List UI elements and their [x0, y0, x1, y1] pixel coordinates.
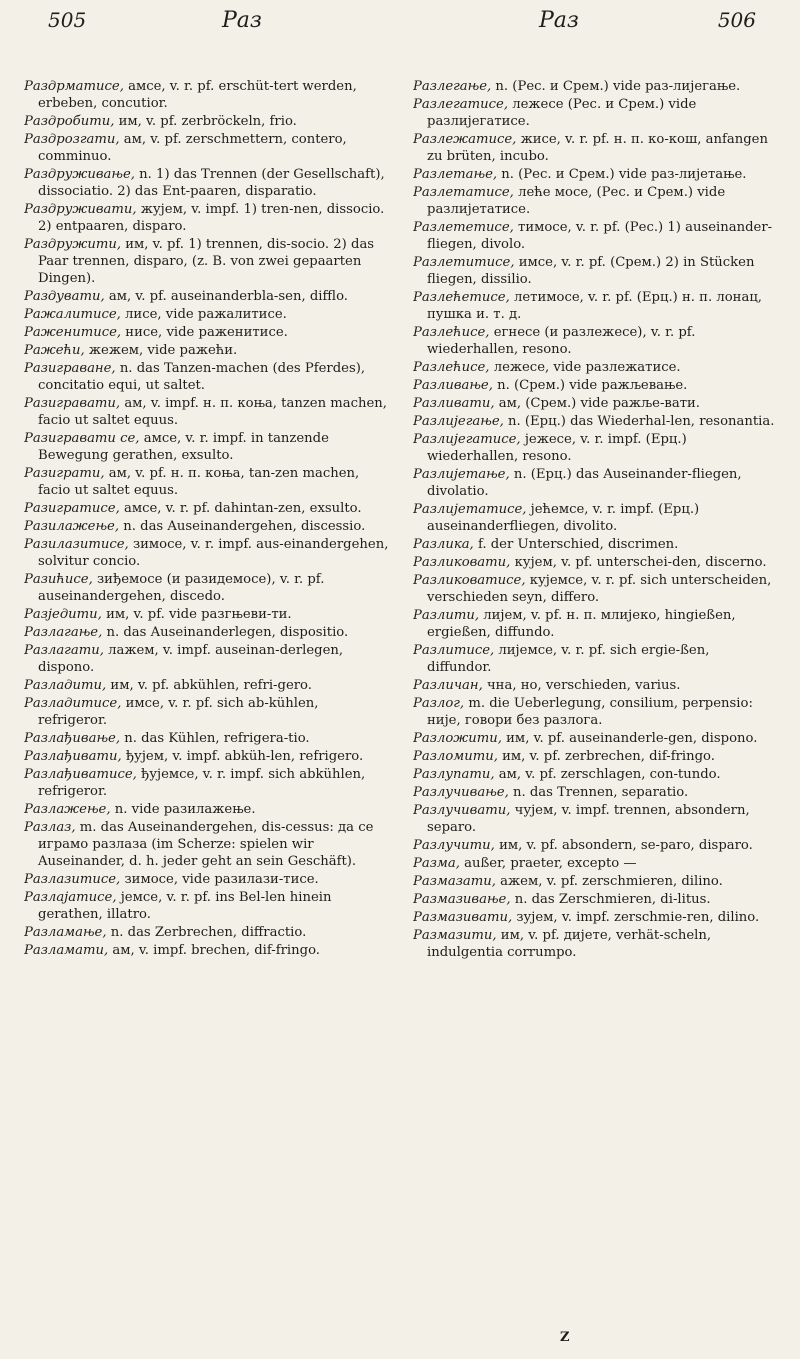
dictionary-entry [413, 730, 778, 747]
entry-headword: Раженитисе, [24, 325, 122, 340]
entry-headword: Раздружити, [24, 237, 122, 252]
dictionary-entry [24, 677, 389, 694]
entry-definition: им, v. pf. zerbröckeln, frio. [114, 114, 297, 129]
entry-definition: лежесе, vide разлежатисе. [489, 360, 681, 375]
entry-definition: им, v. pf. zerbrechen, dif-fringo. [497, 749, 715, 764]
dictionary-entry [24, 606, 389, 623]
entry-headword: Разлучити, [413, 838, 495, 853]
entry-definition: außer, praeter, excepto — [459, 856, 637, 871]
entry-definition: ам, v. impf. н. п. коња, tanzen machen, facio ut saltet equus. [38, 396, 387, 428]
entry-headword: Разједити, [24, 607, 102, 622]
dictionary-entry [24, 889, 389, 923]
dictionary-entry [413, 677, 778, 694]
dictionary-entry [413, 431, 778, 465]
entry-headword: Разлупати, [413, 767, 495, 782]
entry-definition: летимосе, v. r. pf. (Ерц.) н. п. лонац, пушка и. т. д. [427, 290, 762, 322]
dictionary-entry [413, 927, 778, 961]
entry-headword: Раздувати, [24, 289, 105, 304]
entry-definition: ам, v. pf. н. п. коња, tan-zen machen, facio ut saltet equus. [38, 466, 360, 498]
entry-definition: лијемсе, v. r. pf. sich ergie-ßen, diffundor. [427, 643, 710, 675]
entry-headword: Разливање, [413, 378, 493, 393]
entry-definition: кујем, v. pf. unterschei-den, discerno. [510, 555, 767, 570]
entry-definition: n. vide разилажење. [110, 802, 256, 817]
entry-definition: n. 1) das Trennen (der Gesellschaft), dissociatio. 2) das Ent-paaren, disparatio. [38, 167, 385, 199]
entry-definition: лијем, v. pf. н. п. млијеко, hingießen, ergießen, diffundo. [427, 608, 736, 640]
dictionary-entry [24, 871, 389, 888]
entry-definition: m. die Ueberlegung, consilium, perpensio: није, говори без разлога. [427, 696, 753, 728]
dictionary-entry [413, 554, 778, 571]
entry-definition: n. (Рес. и Срем.) vide раз-лијегање. [491, 79, 741, 94]
entry-headword: Разигравати се, [24, 431, 140, 446]
entry-headword: Разложити, [413, 731, 502, 746]
signature-mark: Z [560, 1330, 570, 1345]
columns [24, 78, 778, 1331]
entry-definition: ам, (Срем.) vide ражље-вати. [494, 396, 700, 411]
dictionary-entry [413, 78, 778, 95]
entry-definition: n. (Срем.) vide ражљевање. [492, 378, 688, 393]
dictionary-entry [413, 572, 778, 606]
dictionary-entry [413, 695, 778, 729]
entry-definition: ам, v. pf. zerschmettern, contero, comminuo. [38, 132, 347, 164]
entry-definition: n. das Zerbrechen, diffractio. [106, 925, 307, 940]
entry-headword: Разлог, [413, 696, 465, 711]
entry-headword: Разлађивање, [24, 731, 121, 746]
entry-headword: Раздрозгати, [24, 132, 120, 147]
entry-definition: егнесе (и разлежесе), v. r. pf. wiederhallen, resono. [427, 325, 696, 357]
entry-headword: Разма, [413, 856, 460, 871]
dictionary-entry [24, 430, 389, 464]
entry-headword: Разлагати, [24, 643, 104, 658]
entry-definition: јећемсе, v. r. impf. (Ерц.) auseinanderfliegen, divolito. [427, 502, 700, 534]
entry-headword: Разладитисе, [24, 696, 122, 711]
dictionary-entry [24, 288, 389, 305]
entry-definition: лежесе (Рес. и Срем.) vide разлијегатисе. [427, 97, 697, 129]
entry-headword: Разилазитисе, [24, 537, 129, 552]
entry-headword: Разлајатисе, [24, 890, 117, 905]
dictionary-entry [24, 624, 389, 641]
entry-headword: Разлазитисе, [24, 872, 121, 887]
entry-definition: леће мосе, (Рес. и Срем.) vide разлијетатисе. [427, 185, 726, 217]
entry-headword: Разлити, [413, 608, 480, 623]
entry-definition: n. das Tanzen-machen (des Pferdes), concitatio equi, ut saltet. [38, 361, 366, 393]
entry-headword: Разлаз, [24, 820, 76, 835]
dictionary-entry [24, 730, 389, 747]
dictionary-entry [413, 642, 778, 676]
entry-definition: ам, v. pf. auseinanderbla-sen, difflo. [104, 289, 348, 304]
entry-headword: Размазати, [413, 874, 496, 889]
entry-headword: Размазивати, [413, 910, 513, 925]
entry-headword: Разломити, [413, 749, 498, 764]
dictionary-entry [413, 184, 778, 218]
entry-headword: Разликовати, [413, 555, 511, 570]
entry-headword: Разладити, [24, 678, 107, 693]
entry-definition: n. (Ерц.) das Auseinander-fliegen, divolatio. [427, 467, 742, 499]
entry-headword: Разлегање, [413, 79, 492, 94]
entry-definition: чна, но, verschieden, varius. [482, 678, 681, 693]
dictionary-entry [24, 766, 389, 800]
running-head-right: Раз [539, 8, 579, 33]
entry-definition: m. das Auseinandergehen, dis-cessus: да се играмо разлаза (im Scherze: spielen wir Auseinander, d. h. jeder geht an sein Geschäft). [38, 820, 374, 869]
entry-definition: жисе, v. r. pf. н. п. ко-кош, anfangen zu brüten, incubo. [427, 132, 768, 164]
dictionary-entry [24, 201, 389, 235]
dictionary-entry [413, 501, 778, 535]
entry-headword: Разлећисе, [413, 360, 490, 375]
entry-definition: n. das Auseinanderlegen, dispositio. [102, 625, 349, 640]
dictionary-entry [24, 236, 389, 287]
entry-headword: Разлетитисе, [413, 255, 515, 270]
entry-definition: n. das Auseinandergehen, discessio. [119, 519, 366, 534]
page-header [24, 0, 778, 78]
entry-definition: n. das Zerschmieren, di-litus. [510, 892, 711, 907]
entry-headword: Разлећисе, [413, 325, 490, 340]
dictionary-entry [24, 465, 389, 499]
left-column [24, 78, 389, 1331]
entry-definition: им, v. pf. vide разгњеви-ти. [101, 607, 292, 622]
dictionary-entry [24, 360, 389, 394]
dictionary-entry [24, 78, 389, 112]
right-column [413, 78, 778, 1331]
entry-definition: им, v. pf. auseinanderle-gen, dispono. [501, 731, 758, 746]
dictionary-entry [413, 131, 778, 165]
entry-definition: тимосе, v. r. pf. (Рес.) 1) auseinander-fliegen, divolo. [427, 220, 773, 252]
entry-headword: Разликоватисе, [413, 573, 526, 588]
dictionary-entry [413, 166, 778, 183]
dictionary-entry [24, 342, 389, 359]
dictionary-entry [413, 607, 778, 641]
entry-headword: Разламати, [24, 943, 109, 958]
entry-definition: зимосе, vide разилази-тисе. [120, 872, 319, 887]
dictionary-entry [413, 254, 778, 288]
entry-headword: Размазивање, [413, 892, 511, 907]
entry-headword: Разлећетисе, [413, 290, 510, 305]
dictionary-entry [24, 166, 389, 200]
entry-definition: им, v. pf. дијете, verhät-scheln, indulgentia corrumpo. [427, 928, 712, 960]
entry-definition: амсе, v. r. pf. dahintan-zen, exsulto. [119, 501, 362, 516]
entry-definition: ђујемсе, v. r. impf. sich abkühlen, refrigeror. [38, 767, 366, 799]
dictionary-entry [413, 395, 778, 412]
entry-headword: Разићисе, [24, 572, 93, 587]
entry-definition: им, v. pf. abkühlen, refri-gero. [106, 678, 312, 693]
dictionary-entry [24, 518, 389, 535]
entry-definition: зиђемосе (и разидемосе), v. r. pf. auseinandergehen, discedo. [38, 572, 325, 604]
dictionary-entry [413, 802, 778, 836]
entry-definition: f. der Unterschied, discrimen. [473, 537, 679, 552]
entry-definition: лажем, v. impf. auseinan-derlegen, dispono. [38, 643, 344, 675]
dictionary-entry [24, 819, 389, 870]
entry-headword: Разлађивати, [24, 749, 122, 764]
dictionary-entry [413, 359, 778, 376]
entry-headword: Разлежатисе, [413, 132, 517, 147]
entry-headword: Ражалитисе, [24, 307, 121, 322]
entry-definition: ам, v. pf. zerschlagen, con-tundo. [494, 767, 721, 782]
dictionary-entry [413, 413, 778, 430]
dictionary-entry [413, 891, 778, 908]
dictionary-entry [24, 748, 389, 765]
dictionary-entry [413, 748, 778, 765]
entry-headword: Разлажење, [24, 802, 111, 817]
entry-definition: ђујем, v. impf. abküh-len, refrigero. [121, 749, 364, 764]
dictionary-entry [24, 801, 389, 818]
entry-headword: Разиграти, [24, 466, 105, 481]
entry-definition: зујем, v. impf. zerschmie-ren, dilino. [512, 910, 760, 925]
dictionary-entry [24, 500, 389, 517]
entry-headword: Раздруживање, [24, 167, 135, 182]
entry-definition: чујем, v. impf. trennen, absondern, separo. [427, 803, 750, 835]
entry-headword: Раздрматисе, [24, 79, 124, 94]
entry-definition: јемсе, v. r. pf. ins Bel-len hinein gerathen, illatro. [38, 890, 332, 922]
entry-headword: Различан, [413, 678, 483, 693]
dictionary-entry [24, 306, 389, 323]
page-number-left: 505 [48, 8, 87, 32]
entry-headword: Разлитисе, [413, 643, 495, 658]
entry-headword: Разливати, [413, 396, 495, 411]
entry-headword: Разлетање, [413, 167, 498, 182]
entry-definition: амсе, v. r. pf. erschüt-tert werden, erbeben, concutior. [38, 79, 357, 111]
entry-definition: жујем, v. impf. 1) tren-nen, dissocio. 2) entpaaren, disparo. [38, 202, 385, 234]
dictionary-entry [24, 695, 389, 729]
entry-definition: жежем, vide ражећи. [84, 343, 238, 358]
entry-definition: им, v. pf. 1) trennen, dis-socio. 2) das Paar trennen, disparo, (z. B. von zwei gepaarten Dingen). [38, 237, 375, 286]
entry-headword: Разлијегање, [413, 414, 504, 429]
dictionary-entry [24, 924, 389, 941]
dictionary-entry [24, 324, 389, 341]
dictionary-entry [413, 837, 778, 854]
entry-headword: Разлететисе, [413, 220, 514, 235]
entry-definition: кујемсе, v. r. pf. sich unterscheiden, verschieden seyn, differo. [427, 573, 772, 605]
dictionary-entry [413, 909, 778, 926]
entry-definition: зимосе, v. r. impf. aus-einandergehen, solvitur concio. [38, 537, 389, 569]
entry-definition: n. (Рес. и Срем.) vide раз-лијетање. [497, 167, 747, 182]
entry-headword: Разлетатисе, [413, 185, 514, 200]
page-number-right: 506 [717, 8, 756, 32]
dictionary-entry [24, 642, 389, 676]
entry-headword: Разлађиватисе, [24, 767, 137, 782]
entry-headword: Раздробити, [24, 114, 115, 129]
entry-headword: Разлијетатисе, [413, 502, 527, 517]
dictionary-entry [413, 324, 778, 358]
entry-headword: Разилажење, [24, 519, 120, 534]
dictionary-entry [413, 96, 778, 130]
dictionary-entry [413, 219, 778, 253]
dictionary-entry [24, 536, 389, 570]
entry-definition: им, v. pf. absondern, se-paro, disparo. [494, 838, 753, 853]
dictionary-entry [24, 131, 389, 165]
entry-definition: n. das Trennen, separatio. [508, 785, 689, 800]
entry-headword: Ражећи, [24, 343, 85, 358]
entry-headword: Разлегатисе, [413, 97, 509, 112]
entry-headword: Раздруживати, [24, 202, 137, 217]
entry-headword: Разлагање, [24, 625, 103, 640]
entry-definition: имсе, v. r. pf. (Срем.) 2) in Stücken fliegen, dissilio. [427, 255, 755, 287]
dictionary-entry [24, 113, 389, 130]
entry-headword: Разлучивање, [413, 785, 509, 800]
entry-definition: јежесе, v. r. impf. (Ерц.) wiederhallen, resono. [427, 432, 687, 464]
entry-headword: Разиграване, [24, 361, 116, 376]
dictionary-entry [413, 536, 778, 553]
entry-headword: Разлијетање, [413, 467, 510, 482]
entry-definition: имсе, v. r. pf. sich ab-kühlen, refrigeror. [38, 696, 319, 728]
dictionary-entry [413, 289, 778, 323]
entry-definition: амсе, v. r. impf. in tanzende Bewegung gerathen, exsulto. [38, 431, 329, 463]
dictionary-entry [413, 766, 778, 783]
dictionary-entry [413, 873, 778, 890]
entry-headword: Разигратисе, [24, 501, 120, 516]
dictionary-entry [413, 377, 778, 394]
dictionary-entry [413, 466, 778, 500]
entry-definition: ажем, v. pf. zerschmieren, dilino. [495, 874, 723, 889]
dictionary-entry [24, 395, 389, 429]
entry-headword: Разлика, [413, 537, 474, 552]
entry-definition: ам, v. impf. brechen, dif-fringo. [108, 943, 320, 958]
dictionary-entry [24, 571, 389, 605]
entry-definition: n. das Kühlen, refrigera-tio. [120, 731, 310, 746]
running-head-left: Раз [222, 8, 262, 33]
entry-definition: нисе, vide раженитисе. [121, 325, 288, 340]
dictionary-entry [24, 942, 389, 959]
entry-headword: Разлијегатисе, [413, 432, 521, 447]
dictionary-entry [413, 855, 778, 872]
entry-headword: Размазити, [413, 928, 497, 943]
entry-headword: Разигравати, [24, 396, 121, 411]
entry-headword: Разлучивати, [413, 803, 511, 818]
dictionary-entry [413, 784, 778, 801]
entry-definition: лисе, vide ражалитисе. [120, 307, 287, 322]
entry-headword: Разламање, [24, 925, 107, 940]
entry-definition: n. (Ерц.) das Wiederhal-len, resonantia. [503, 414, 775, 429]
